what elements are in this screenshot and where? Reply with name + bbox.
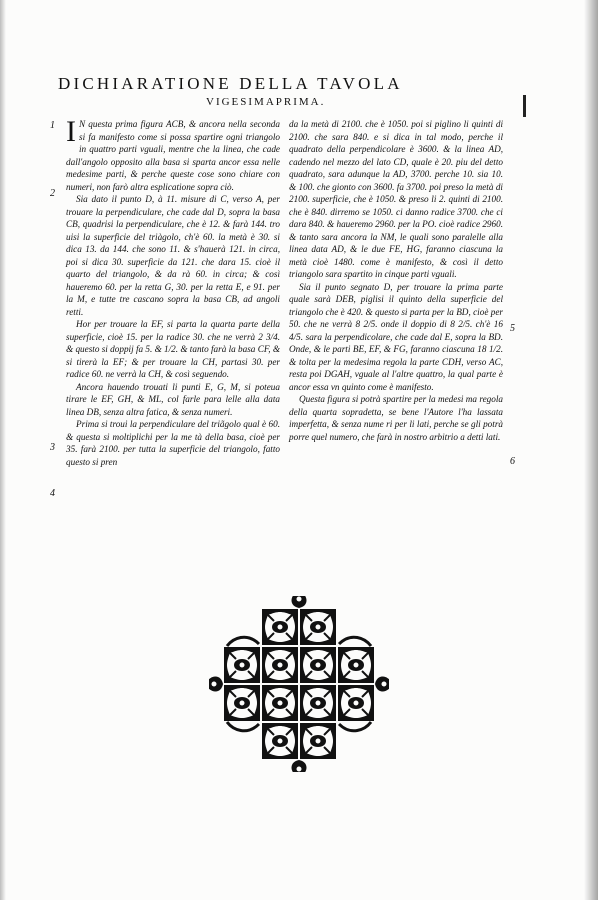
paragraph: Prima si troui la perpendiculare del triãgolo qual è 60. & questa si moltiplichi per la me tà della basa, cioè per 35. farà 2100. per tutta la superficie del triangolo, fatto questo si pren xyxy=(66,419,280,467)
paragraph: Sia dato il punto D, à 11. misure di C, verso A, per trouare la perpendiculare, che cade dal D, sopra la basa CB, quadrisi la perpendiculare, che è 12. & farà 144. tro uisi la superficie del triàgolo, ch'è 60. la metà è 30. si dica 13. da 144. che sono 11. & s'hauerà 121. in circa, poi si dica 30. superficie da 121. che dara 15. cioè il quarto del triangolo, & da rà 60. in circa; & così haueremo 60. per la retta G, 30. per la retta E, e 91. per la M, e tutte tre cascano sopra la basa CB, ad angoli retti. xyxy=(66,194,280,317)
paragraph-text: N questa prima figura ACB, & ancora nella seconda si fa manifesto come si possa spartire ogni triangolo in quattro parti vguali, mentre che la linea, che cade dall'angolo opposito alla basa si sparta ancor essa nelle medesime parti, & perche queste cose sono chiare con numeri, non farò altra esplicatione sopra ciò. xyxy=(66,119,280,192)
paragraph: Hor per trouare la EF, si parta la quarta parte della superficie, cioè 15. per la radice 30. che ne verrà 2 3/4. & questo si doppij fa 5. & 1/2. & tanto farà la basa CF, & si tirerà la EF; & per trouare la CH, partasi 30. per radice 60. ne verrà la CH, & così seguendo. xyxy=(66,319,280,379)
margin-number-2: 2 xyxy=(50,188,55,199)
page-title: DICHIARATIONE DELLA TAVOLA xyxy=(58,74,403,93)
gutter-shadow xyxy=(0,0,6,900)
right-column xyxy=(289,118,503,443)
paragraph xyxy=(66,115,280,193)
left-column xyxy=(66,115,280,468)
paragraph: da la metà di 2100. che è 1050. poi si piglino li quinti di 2100. che sara 840. e si dica in tal modo, perche il quadrato della perpendicolare è 3600. & la linea AD, cadendo nel mezzo del lato CD, quale è 20. piu del detto quadrato, sara adunque la AD, 3700. perche 10. sia 10. & 100. che gionto con 3600. fa 3700. poi preso la metà di 2100. superficie, che è 1050. & preso li 2. quinti di 2100. che è 840. dirremo se 1050. ci danno radice 3700. che ci dara 840. & haueremo 2960. per la PO. cioè radice 2960. & tanto sara ancora la NM, le quali sono paralelle alla linea data AD, & le due FE, HG, faranno ciascuna la metà cioè 1480. come è manifesto, & così il detto triangolo sara spartito in cinque parti vguali. xyxy=(289,119,504,279)
margin-number-4: 4 xyxy=(50,488,55,499)
margin-number-3: 3 xyxy=(50,442,55,453)
paragraph: Ancora hauendo trouati li punti E, G, M, si poteua tirare le EF, GH, & ML, col farle para lelle alla data linea DB, senza altra fatica, & senza numeri. xyxy=(66,381,280,417)
margin-number-5: 5 xyxy=(510,323,515,334)
drop-cap: I xyxy=(66,115,76,148)
margin-number-6: 6 xyxy=(510,456,515,467)
page-edge-shadow xyxy=(584,0,598,900)
edge-mark xyxy=(523,95,526,117)
margin-number-1: 1 xyxy=(50,120,55,131)
decorative-ornament xyxy=(209,596,389,772)
page-subtitle: VIGESIMAPRIMA. xyxy=(206,96,326,108)
paragraph: Sia il punto segnato D, per trouare la prima parte quale sarà DEB, piglisi il quinto della superficie del triangolo che è 420. & questo si parta per la BD, cioè per 50. che ne verrà 8 2/5. onde il doppio di 8 2/5. ch'è 16 4/5. sara la perpendicolare, che cade dal E, sopra la BD. Onde, & le parti BE, EF, & FG, faranno ciascuna 18 1/2. & tolta per la medesima regola la parte CDH, verso AC, resta poi DGAH, vguale al l'altre quattro, la qual parte è ancor essa vn quinto come è manifesto. xyxy=(289,281,503,392)
paragraph: Questa figura si potrà spartire per la medesi ma regola della quarta sopradetta, se bene l'Autore l'ha lassata imperfetta, & senza nume ri per li lati, perche se gli potrà porre quel numero, che farà in nostro arbitrio a detti lati. xyxy=(289,394,503,442)
